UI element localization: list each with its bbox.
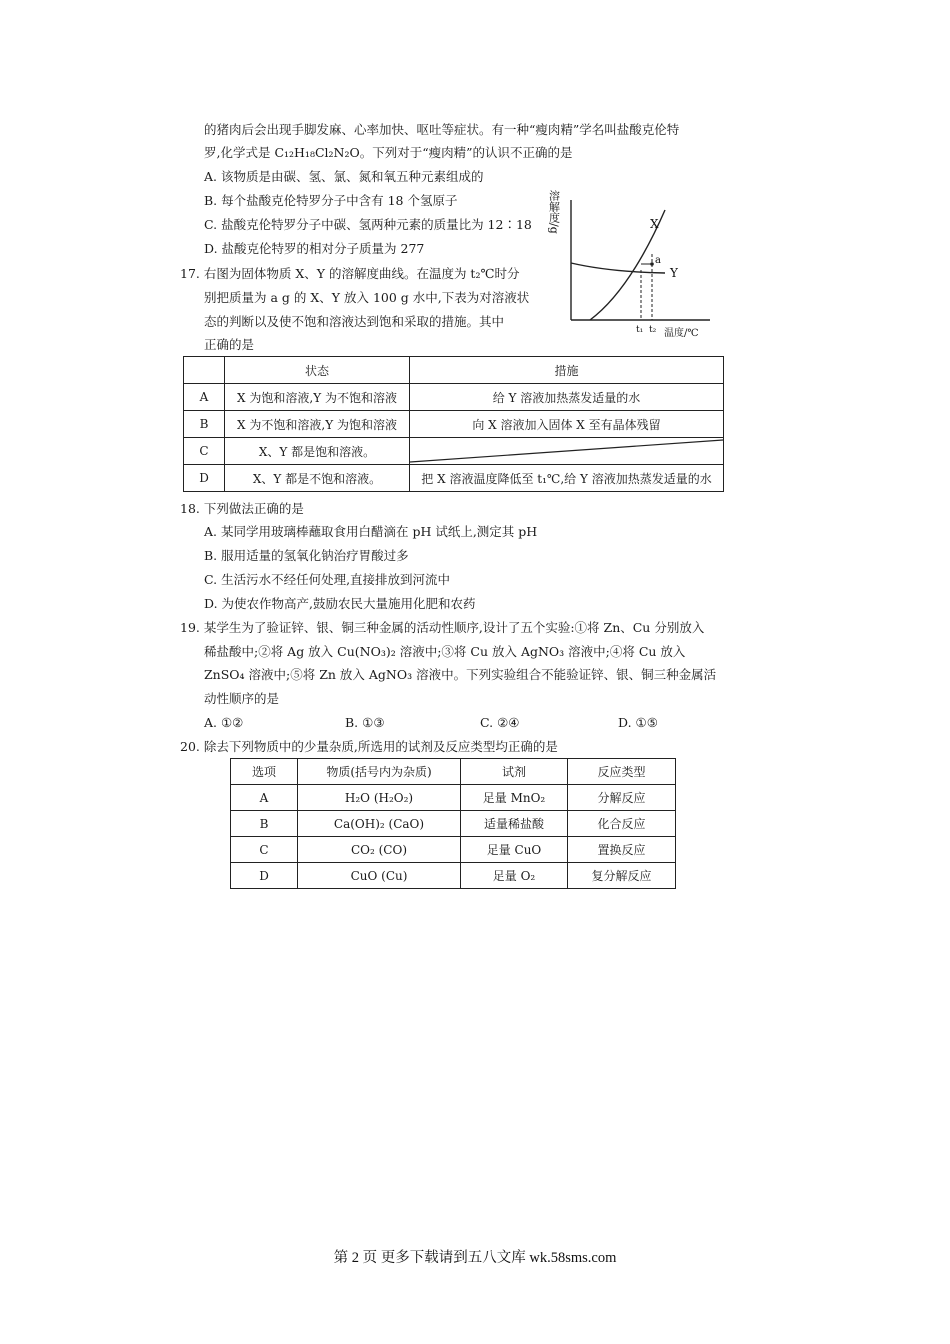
chart-label-a: a (655, 255, 661, 266)
diagonal-strike (410, 438, 723, 464)
q18-option-d: D. 为使农作物高产,鼓励农民大量施用化肥和农药 (204, 596, 476, 611)
q16-intro-line1: 的猪肉后会出现手脚发麻、心率加快、呕吐等症状。有一种“瘦肉精”学名叫盐酸克伦特 (204, 122, 680, 137)
q17-row-c-label: C (184, 438, 225, 465)
q16-option-c: C. 盐酸克伦特罗分子中碳、氢两种元素的质量比为 12∶18 (204, 217, 532, 232)
chart-label-t2: t₂ (649, 325, 657, 335)
q17-line1: 17. 右图为固体物质 X、Y 的溶解度曲线。在温度为 t₂℃时分 (180, 266, 520, 281)
q19-line4: 动性顺序的是 (204, 691, 280, 706)
table-row (184, 438, 724, 465)
q20-row-a-reagent: 足量 MnO₂ (461, 785, 568, 811)
q20-row-b-substance: Ca(OH)₂ (CaO) (298, 811, 461, 837)
q20-row-c-option: C (231, 837, 298, 863)
q17-row-b-measure: 向 X 溶液加入固体 X 至有晶体残留 (410, 411, 724, 438)
q16-option-d: D. 盐酸克伦特罗的相对分子质量为 277 (204, 241, 425, 256)
q17-header-0 (184, 357, 225, 384)
q17-table-header (184, 357, 724, 384)
table-row (184, 465, 724, 492)
q18-stem: 18. 下列做法正确的是 (180, 501, 304, 516)
q19-option-c: C. ②④ (480, 715, 520, 730)
q20-header-1: 物质(括号内为杂质) (298, 759, 461, 785)
q20-row-c-reagent: 足量 CuO (461, 837, 568, 863)
q17-line4: 正确的是 (204, 337, 255, 352)
q20-table-header (231, 759, 676, 785)
q19-line3: ZnSO₄ 溶液中;⑤将 Zn 放入 AgNO₃ 溶液中。下列实验组合不能验证锌、银、铜三种金属活 (204, 667, 717, 682)
q20-row-d-type: 复分解反应 (568, 863, 676, 889)
q18-option-b: B. 服用适量的氢氧化钠治疗胃酸过多 (204, 548, 409, 563)
q20-header-0: 选项 (231, 759, 298, 785)
q17-row-a-state: X 为饱和溶液,Y 为不饱和溶液 (225, 384, 410, 411)
q17-row-a-measure: 给 Y 溶液加热蒸发适量的水 (410, 384, 724, 411)
q20-row-d-substance: CuO (Cu) (298, 863, 461, 889)
q17-row-b-label: B (184, 411, 225, 438)
q18-option-c: C. 生活污水不经任何处理,直接排放到河流中 (204, 572, 451, 587)
chart-label-x: X (650, 217, 659, 231)
q17-table (183, 356, 724, 492)
q20-row-c-type: 置换反应 (568, 837, 676, 863)
q20-row-a-substance: H₂O (H₂O₂) (298, 785, 461, 811)
q20-row-d-reagent: 足量 O₂ (461, 863, 568, 889)
q20-row-b-type: 化合反应 (568, 811, 676, 837)
q17-row-d-label: D (184, 465, 225, 492)
q20-row-b-reagent: 适量稀盐酸 (461, 811, 568, 837)
q17-line2: 别把质量为 a g 的 X、Y 放入 100 g 水中,下表为对溶液状 (204, 290, 530, 305)
q16-option-b: B. 每个盐酸克伦特罗分子中含有 18 个氢原子 (204, 193, 458, 208)
page-footer: 第 2 页 更多下载请到五八文库 wk.58sms.com (333, 1250, 617, 1266)
q20-row-c-substance: CO₂ (CO) (298, 837, 461, 863)
solubility-chart (540, 170, 720, 340)
q20-row-a-option: A (231, 785, 298, 811)
chart-ylabel: 溶解度/g (547, 190, 561, 234)
q17-row-a-label: A (184, 384, 225, 411)
q19-option-a: A. ①② (204, 715, 244, 730)
q19-option-b: B. ①③ (345, 715, 385, 730)
table-row (231, 863, 676, 889)
table-row (231, 785, 676, 811)
q20-row-b-option: B (231, 811, 298, 837)
q19-line1: 19. 某学生为了验证锌、银、铜三种金属的活动性顺序,设计了五个实验:①将 Zn、Cu 分别放入 (180, 620, 705, 635)
q17-row-c-measure (410, 438, 724, 465)
q20-header-2: 试剂 (461, 759, 568, 785)
q20-row-d-option: D (231, 863, 298, 889)
q20-stem: 20. 除去下列物质中的少量杂质,所选用的试剂及反应类型均正确的是 (180, 739, 558, 754)
q17-header-1: 状态 (225, 357, 410, 384)
q17-line3: 态的判断以及使不饱和溶液达到饱和采取的措施。其中 (204, 314, 505, 329)
point-a (650, 262, 654, 266)
q20-header-3: 反应类型 (568, 759, 676, 785)
table-row (231, 837, 676, 863)
q19-option-d: D. ①⑤ (618, 715, 658, 730)
chart-label-y: Y (670, 266, 678, 280)
table-row (231, 811, 676, 837)
q17-header-2: 措施 (410, 357, 724, 384)
q16-intro-line2: 罗,化学式是 C₁₂H₁₈Cl₂N₂O。下列对于“瘦肉精”的认识不正确的是 (204, 145, 573, 160)
table-row (184, 384, 724, 411)
q17-row-c-state: X、Y 都是饱和溶液。 (225, 438, 410, 465)
table-row (184, 411, 724, 438)
q20-row-a-type: 分解反应 (568, 785, 676, 811)
q16-option-a: A. 该物质是由碳、氢、氯、氮和氧五种元素组成的 (204, 169, 484, 184)
q17-row-d-state: X、Y 都是不饱和溶液。 (225, 465, 410, 492)
chart-label-t1: t₁ (636, 325, 644, 335)
q19-line2: 稀盐酸中;②将 Ag 放入 Cu(NO₃)₂ 溶液中;③将 Cu 放入 AgNO₃ 溶液中;④将 Cu 放入 (204, 644, 686, 659)
q20-table (230, 758, 676, 889)
q17-row-d-measure: 把 X 溶液温度降低至 t₁℃,给 Y 溶液加热蒸发适量的水 (410, 465, 724, 492)
q18-option-a: A. 某同学用玻璃棒蘸取食用白醋滴在 pH 试纸上,测定其 pH (204, 524, 538, 539)
q17-row-b-state: X 为不饱和溶液,Y 为饱和溶液 (225, 411, 410, 438)
chart-xlabel: 温度/℃ (664, 328, 699, 339)
